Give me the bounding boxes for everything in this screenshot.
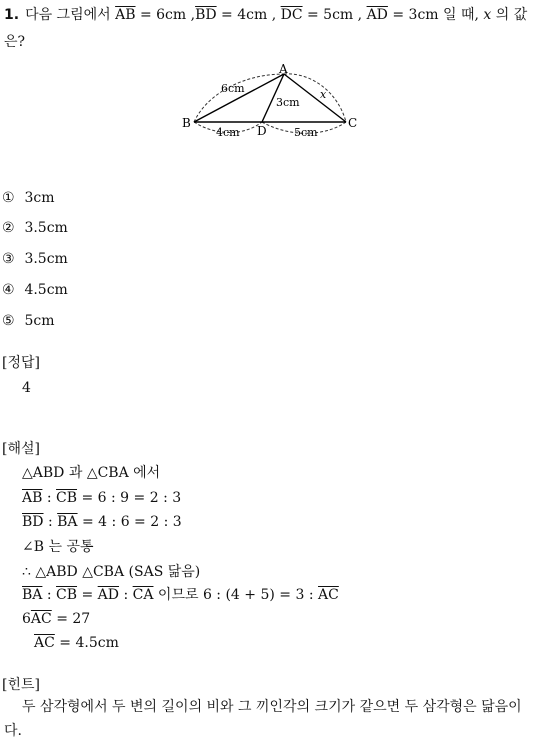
label-bd-length: 4cm <box>216 126 240 139</box>
explanation-line-4: ∠B 는 공통 <box>22 539 94 555</box>
explanation-label: [해설] <box>2 441 40 457</box>
explanation-line-3: $\overline{BD}$ : $\overline{BA} = 4$ : 6 = 2 : 3 <box>22 514 182 530</box>
explanation-line-5: ∴ △ABD △CBA (SAS 닮음) <box>22 564 201 580</box>
label-a: A <box>279 62 288 76</box>
explanation-line-1: △ABD 과 △CBA 에서 <box>22 465 161 481</box>
label-ac-length: x <box>320 88 327 101</box>
choice-3[interactable]: ③ 3.5cm <box>2 251 68 267</box>
question-text: 1. 다음 그림에서 $\overline{AB} = 6cm$ $,\overline{BD} = 4cm$ , $\overline{DC} = 5cm$ , $\overline{AD} = 3cm$ 일 때, x 의 값은? <box>4 7 528 50</box>
choice-5[interactable]: ⑤ 5cm <box>2 313 55 329</box>
choice-1[interactable]: ① 3cm <box>2 190 55 206</box>
hint-label: [힌트] <box>2 677 40 693</box>
explanation-line-8: $\overline{AC} = 4.5cm$ <box>34 635 119 651</box>
answer-value: 4 <box>22 380 31 396</box>
hint-text: 두 삼각형에서 두 변의 길이의 비와 그 끼인각의 크기가 같으면 두 삼각형은 닮음이다. <box>4 699 522 739</box>
explanation-line-6: $\overline{BA}$ : $\overline{CB} = \overline{AD}$ : $\overline{CA}$ 이므로 6 : (4 + 5) = 3 : $\overline{AC}$ <box>22 587 339 603</box>
label-c: C <box>348 116 358 130</box>
label-b: B <box>182 116 191 130</box>
choice-4[interactable]: ④ 4.5cm <box>2 282 68 298</box>
question-number: 1. <box>4 7 20 23</box>
label-dc-length: 5cm <box>294 126 318 139</box>
choice-2[interactable]: ② 3.5cm <box>2 220 68 236</box>
explanation-line-7: $6\overline{AC} = 27$ <box>22 611 91 627</box>
label-ad-length: 3cm <box>276 96 300 109</box>
explanation-line-2: $\overline{AB}$ : $\overline{CB} = 6$ : 9 = 2 : 3 <box>22 490 182 506</box>
label-d: D <box>257 124 267 138</box>
triangle-figure <box>176 62 366 142</box>
answer-label: [정답] <box>2 355 40 371</box>
label-ab-length: 6cm <box>221 82 245 95</box>
